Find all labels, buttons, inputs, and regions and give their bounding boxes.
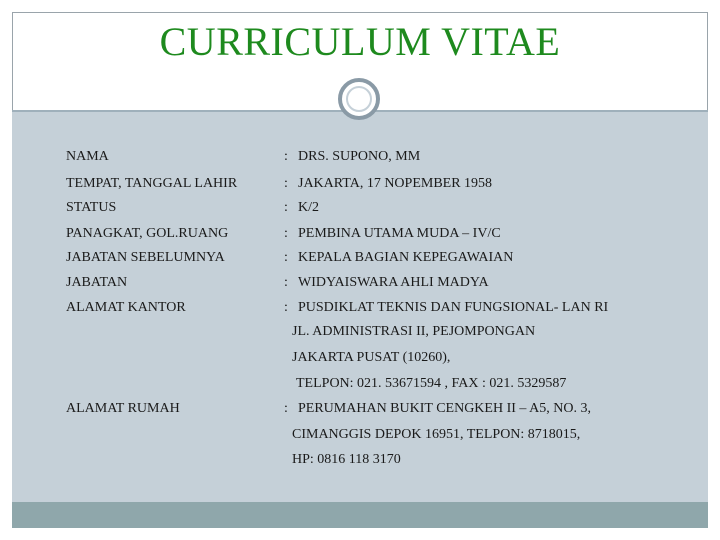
decorative-circle-inner	[346, 86, 372, 112]
colon: :	[284, 250, 288, 265]
label-jabatan-sebelumnya: JABATAN SEBELUMNYA	[66, 250, 225, 265]
label-alamat-rumah: ALAMAT RUMAH	[66, 401, 180, 416]
colon: :	[284, 149, 288, 164]
label-jabatan: JABATAN	[66, 275, 128, 290]
label-status: STATUS	[66, 200, 117, 215]
value-jabatan: WIDYAISWARA AHLI MADYA	[298, 275, 489, 290]
footer-bar	[12, 502, 708, 528]
alamat-kantor-line: JL. ADMINISTRASI II, PEJOMPONGAN	[292, 324, 536, 339]
alamat-kantor-phone: TELPON: 021. 53671594 , FAX : 021. 5329587	[296, 376, 567, 391]
value-alamat-rumah: PERUMAHAN BUKIT CENGKEH II – A5, NO. 3,	[298, 401, 591, 416]
label-alamat-kantor: ALAMAT KANTOR	[66, 300, 186, 315]
colon: :	[284, 176, 288, 191]
colon: :	[284, 226, 288, 241]
alamat-kantor-line: JAKARTA PUSAT (10260),	[292, 350, 451, 365]
alamat-rumah-line: CIMANGGIS DEPOK 16951, TELPON: 8718015,	[292, 427, 581, 442]
value-nama: DRS. SUPONO, MM	[298, 149, 421, 164]
label-tempat-tanggal-lahir: TEMPAT, TANGGAL LAHIR	[66, 176, 238, 191]
value-status: K/2	[298, 200, 319, 215]
value-jabatan-sebelumnya: KEPALA BAGIAN KEPEGAWAIAN	[298, 250, 514, 265]
alamat-rumah-phone: HP: 0816 118 3170	[292, 452, 401, 467]
value-tempat-tanggal-lahir: JAKARTA, 17 NOPEMBER 1958	[298, 176, 493, 191]
colon: :	[284, 200, 288, 215]
colon: :	[284, 300, 288, 315]
page-title: CURRICULUM VITAE	[159, 19, 561, 64]
colon: :	[284, 401, 288, 416]
label-pangkat: PANAGKAT, GOL.RUANG	[66, 226, 229, 241]
value-alamat-kantor: PUSDIKLAT TEKNIS DAN FUNGSIONAL- LAN RI	[298, 300, 609, 315]
colon: :	[284, 275, 288, 290]
value-pangkat: PEMBINA UTAMA MUDA – IV/C	[298, 226, 501, 241]
decorative-circle-icon	[338, 78, 380, 120]
label-nama: NAMA	[66, 149, 109, 164]
